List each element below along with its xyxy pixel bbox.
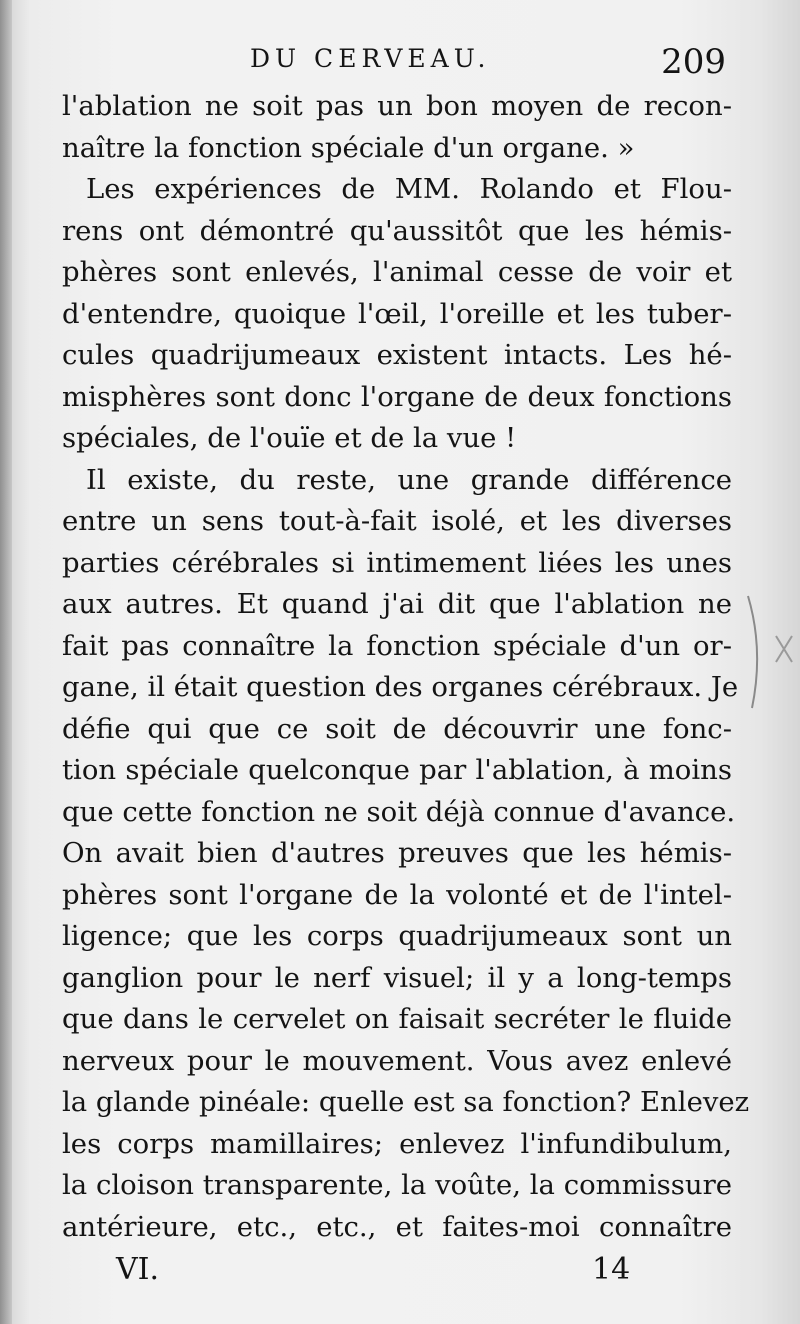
text-line: cules quadrijumeaux existent intacts. Les hé- [62,339,732,371]
page-number: 209 [661,42,726,82]
text-line: On avait bien d'autres preuves que les hémis- [62,837,732,869]
text-line: spéciales, de l'ouïe et de la vue ! [62,422,517,454]
text-line: la glande pinéale: quelle est sa fonction? Enlevez [62,1086,750,1118]
text-line: défie qui que ce soit de découvrir une fonc- [62,712,732,745]
text-line: Les expériences de MM. Rolando et Flou- [86,173,732,205]
page-footer [0,1252,800,1302]
text-line: misphères sont donc l'organe de deux fonctions [62,380,732,413]
running-head-title: DU CERVEAU. [250,44,491,73]
text-line: Il existe, du reste, une grande différence [86,463,732,496]
gathering-number: 14 [592,1252,631,1287]
text-line: ganglion pour le nerf visuel; il y a long-temps [62,961,732,994]
text-line: que cette fonction ne soit déjà connue d'avance. [62,795,736,828]
text-line: ligence; que les corps quadrijumeaux sont un [62,920,732,952]
page-binding-edge [0,0,12,1324]
text-line: l'ablation ne soit pas un bon moyen de recon- [62,90,732,122]
text-line: que dans le cervelet on faisait secréter le fluide [62,1003,732,1035]
text-line: antérieure, etc., etc., et faites-moi connaître [62,1210,732,1243]
text-line: phères sont l'organe de la volonté et de l'intel- [62,878,732,911]
text-line: naître la fonction spéciale d'un organe. » [62,131,635,164]
body-text [62,86,750,1248]
text-line: d'entendre, quoique l'œil, l'oreille et les tuber- [62,297,732,330]
text-line: les corps mamillaires; enlevez l'infundibulum, [62,1127,732,1160]
text-line: nerveux pour le mouvement. Vous avez enlevé [62,1044,732,1077]
signature-mark: VI. [116,1252,160,1287]
text-line: gane, il était question des organes cérébraux. Je [62,671,739,703]
text-line: entre un sens tout-à-fait isolé, et les diverses [62,505,732,537]
margin-pencil-mark [742,592,800,712]
running-head [0,42,800,92]
text-line: rens ont démontré qu'aussitôt que les hémis- [62,214,732,247]
text-line: parties cérébrales si intimement liées les unes [62,546,732,579]
text-line: phères sont enlevés, l'animal cesse de voir et [62,256,732,288]
text-line: aux autres. Et quand j'ai dit que l'ablation ne [62,588,732,620]
text-line: la cloison transparente, la voûte, la commissure [62,1169,732,1201]
text-line: tion spéciale quelconque par l'ablation, à moins [62,754,732,786]
text-line: fait pas connaître la fonction spéciale d'un or- [62,629,732,662]
